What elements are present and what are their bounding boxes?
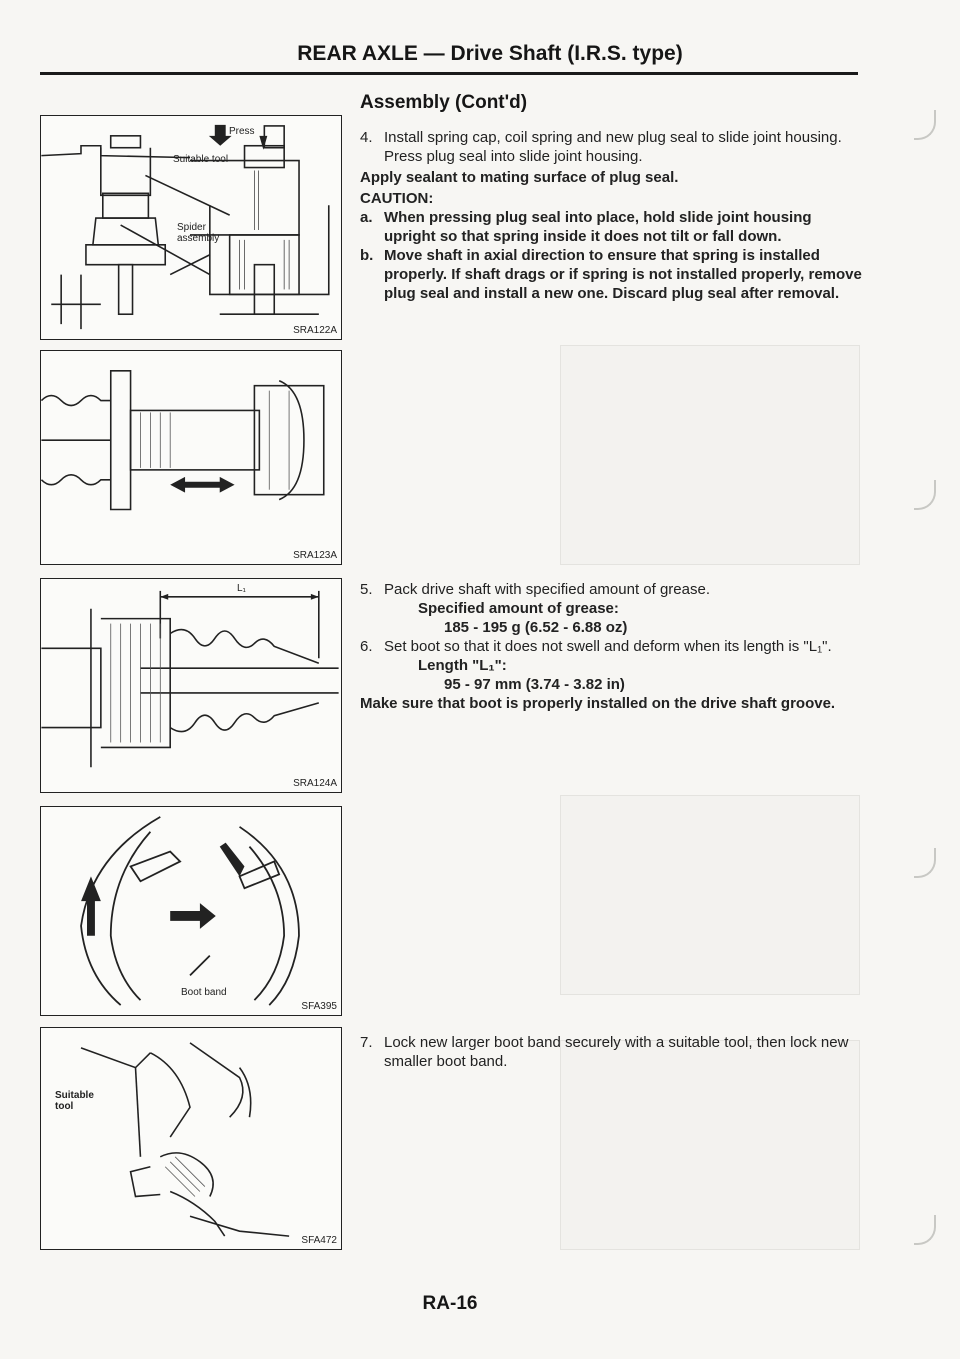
figure-code: SFA395	[301, 1001, 337, 1012]
binder-hole-mark	[914, 848, 936, 878]
step-text: Lock new larger boot band securely with a suitable tool, then lock new smaller boot band.	[384, 1034, 849, 1070]
header-divider	[40, 72, 858, 75]
step-7	[360, 1033, 865, 1071]
label-press: Press	[229, 126, 255, 137]
step-text: Set boot so that it does not swell and deform when its length is "L₁".	[384, 638, 832, 655]
step-text: Pack drive shaft with specified amount of grease.	[384, 581, 711, 598]
label-boot-band: Boot band	[181, 987, 227, 998]
step-number: 5.	[360, 581, 373, 598]
label-suitable-tool: Suitable tool	[173, 154, 229, 165]
bleed-through-image	[560, 345, 860, 565]
figure-boot-length	[40, 578, 342, 793]
figure-axial-movement	[40, 350, 342, 565]
step-5	[360, 580, 865, 599]
step-7-block	[360, 1033, 865, 1071]
step-4-block	[360, 128, 865, 303]
caution-text: When pressing plug seal into place, hold slide joint housing upright so that spring inside it does not tilt or fall down.	[384, 209, 812, 245]
figure-code: SRA124A	[293, 778, 337, 789]
caution-label: CAUTION:	[360, 190, 434, 207]
caution-marker: b.	[360, 247, 374, 264]
boot-band-illustration	[41, 807, 341, 1015]
binder-hole-mark	[914, 480, 936, 510]
figure-lock-band	[40, 1027, 342, 1250]
figure-code: SRA123A	[293, 550, 337, 561]
step-number: 7.	[360, 1034, 373, 1051]
binder-hole-mark	[914, 110, 936, 140]
binder-hole-mark	[914, 1215, 936, 1245]
spec-value: 95 - 97 mm (3.74 - 3.82 in)	[444, 676, 625, 693]
figure-code: SFA472	[301, 1235, 337, 1246]
figure-press-plug-seal	[40, 115, 342, 340]
lock-band-illustration	[41, 1028, 341, 1249]
spec-value: 185 - 195 g (6.52 - 6.88 oz)	[444, 619, 628, 636]
caution-item-b	[360, 246, 865, 303]
page-header-title: REAR AXLE — Drive Shaft (I.R.S. type)	[297, 42, 683, 65]
step-number: 6.	[360, 638, 373, 655]
step-number: 4.	[360, 129, 373, 146]
label-spider-assembly: Spider assembly	[177, 222, 220, 244]
step-text: Install spring cap, coil spring and new plug seal to slide joint housing. Press plug seal into slide joint housing.	[384, 129, 842, 165]
step-note: Apply sealant to mating surface of plug seal.	[360, 169, 679, 186]
label-suitable-tool: Suitable tool	[55, 1090, 94, 1112]
step-note: Make sure that boot is properly installed on the drive shaft groove.	[360, 695, 836, 712]
drive-shaft-boot-illustration	[41, 351, 341, 564]
page-number: RA-16	[422, 1293, 478, 1314]
label-l1: L₁	[237, 583, 246, 594]
bleed-through-image	[560, 795, 860, 995]
figure-boot-band	[40, 806, 342, 1016]
steps-5-6-block	[360, 580, 865, 713]
caution-marker: a.	[360, 209, 373, 226]
spec-label: Length "L₁":	[418, 657, 507, 674]
boot-length-illustration	[41, 579, 341, 792]
caution-text: Move shaft in axial direction to ensure that spring is installed properly. If shaft drags or if spring is not installed properly, remove plug seal and install a new one. Discard plug seal after removal.	[384, 247, 862, 302]
bleed-through-image	[560, 1040, 860, 1250]
section-title: Assembly (Cont'd)	[360, 92, 528, 113]
caution-item-a	[360, 208, 865, 246]
step-4	[360, 128, 865, 166]
step-6	[360, 637, 865, 656]
figure-code: SRA122A	[293, 325, 337, 336]
spec-label: Specified amount of grease:	[418, 600, 619, 617]
